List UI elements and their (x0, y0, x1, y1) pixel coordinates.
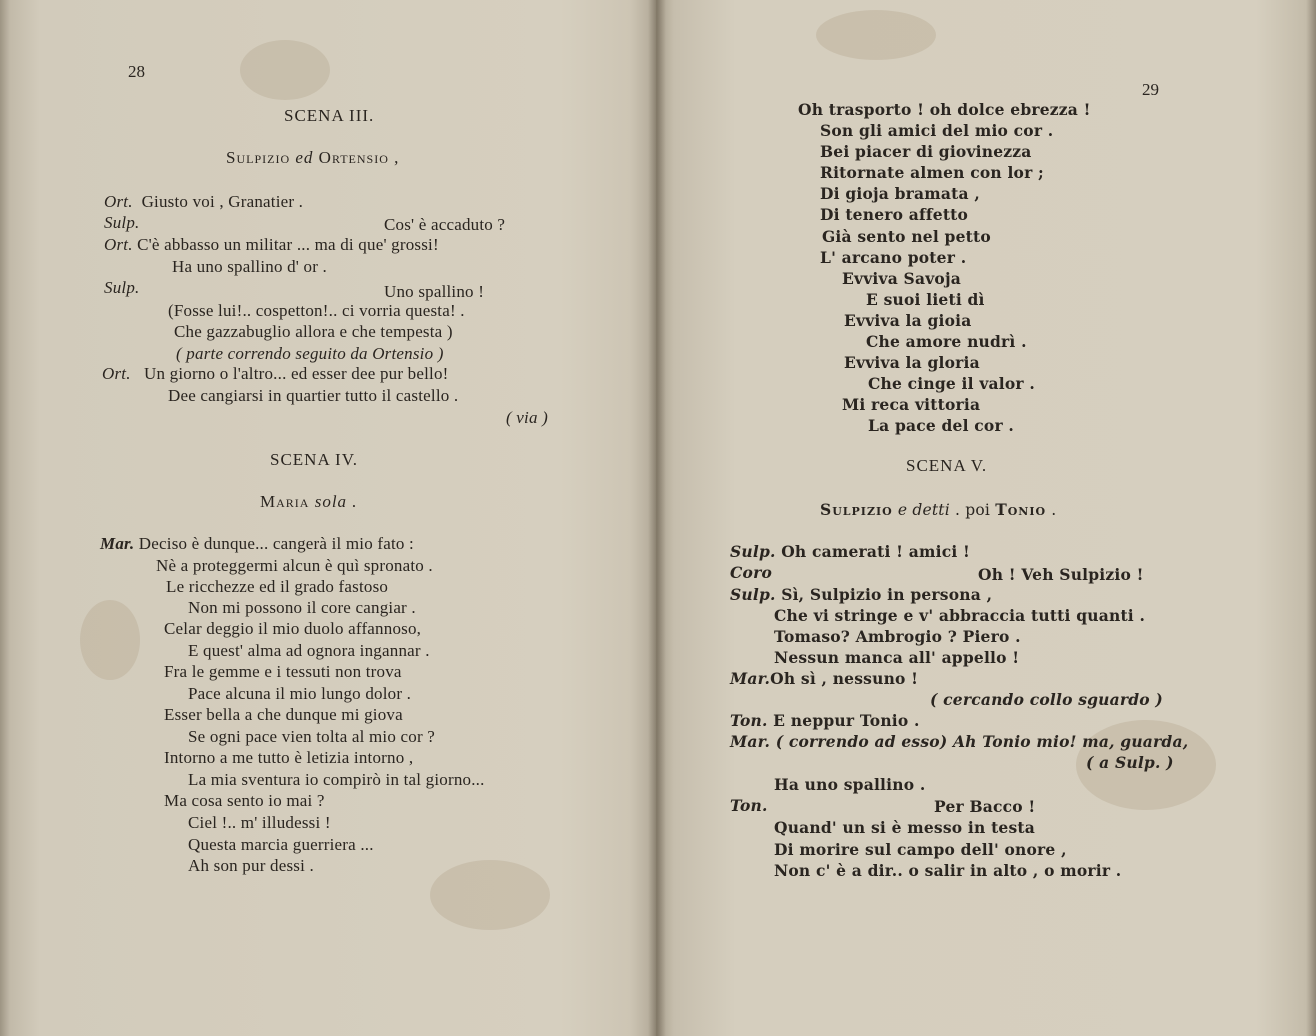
right-page (656, 0, 1316, 1036)
dialogue-text: Che gazzabuglio allora e che tempesta ) (174, 322, 453, 341)
stage-direction: ( cercando collo sguardo ) (930, 690, 1163, 709)
dialogue-text: Ha uno spallino . (774, 775, 926, 794)
dialogue-text: Che vi stringe e v' abbraccia tutti quanti . (774, 606, 1146, 625)
book-gutter (648, 0, 666, 1036)
dialogue-line: Ort. Un giorno o l'altro... ed esser dee pur bello! (102, 364, 449, 383)
dialogue-text: Per Bacco ! (934, 797, 1036, 816)
verse-line: Che amore nudrì . (866, 332, 1027, 351)
verse-line: Fra le gemme e i tessuti non trova (164, 662, 402, 681)
dialogue-text: Oh ! Veh Sulpizio ! (978, 565, 1144, 584)
verse-line: Già sento nel petto (822, 227, 991, 246)
stage-direction: ( a Sulp. ) (1086, 753, 1174, 772)
speaker-label: Sulp. (104, 278, 140, 297)
dialogue-text: Dee cangiarsi in quartier tutto il castello . (168, 386, 459, 405)
page-number: 29 (1142, 80, 1159, 99)
dialogue-text: Quand' un si è messo in testa (774, 818, 1036, 837)
dialogue-text: Ha uno spallino d' or . (172, 257, 327, 276)
verse-line: Mi reca vittoria (842, 395, 981, 414)
speaker-label: Ton. (730, 796, 768, 815)
verse-line: Ciel !.. m' illudessi ! (188, 813, 331, 832)
dialogue-line: Ort. Giusto voi , Granatier . (104, 192, 304, 211)
dialogue-text: Tomaso? Ambrogio ? Piero . (774, 627, 1021, 646)
verse-line: Se ogni pace vien tolta al mio cor ? (188, 727, 436, 746)
scene-title: SCENA III. (284, 106, 375, 125)
dialogue-line: Mar. ( correndo ad esso) Ah Tonio mio! ma, guarda, (730, 732, 1189, 751)
verse-line: Che cinge il valor . (868, 374, 1035, 393)
dialogue-text: Uno spallino ! (384, 282, 485, 301)
scene-cast: Sulpizio e detti . poi Tonio . (820, 500, 1057, 519)
verse-line: Di tenero affetto (820, 205, 969, 224)
verse-line: Oh trasporto ! oh dolce ebrezza ! (798, 100, 1091, 119)
verse-line: Evviva Savoja (842, 269, 961, 288)
verse-line: Esser bella a che dunque mi giova (164, 705, 403, 724)
stage-direction: ( parte correndo seguito da Ortensio ) (176, 344, 444, 363)
verse-line: Pace alcuna il mio lungo dolor . (188, 684, 412, 703)
dialogue-text: Di morire sul campo dell' onore , (774, 840, 1067, 859)
speaker-label: Coro (730, 563, 772, 582)
dialogue-line: Mar. Deciso è dunque... cangerà il mio fato : (100, 534, 414, 553)
verse-line: Bei piacer di giovinezza (820, 142, 1032, 161)
stage-direction: ( via ) (506, 408, 548, 427)
verse-line: Ah son pur dessi . (188, 856, 314, 875)
verse-line: Di gioja bramata , (820, 184, 980, 203)
verse-line: L' arcano poter . (820, 248, 967, 267)
dialogue-text: (Fosse lui!.. cospetton!.. ci vorria questa! . (168, 301, 465, 320)
scene-title: SCENA IV. (270, 450, 359, 469)
verse-line: E quest' alma ad ognora ingannar . (188, 641, 430, 660)
dialogue-line: Ort. C'è abbasso un militar ... ma di que' grossi! (104, 235, 439, 254)
scene-title: SCENA V. (906, 456, 988, 475)
verse-line: Evviva la gloria (844, 353, 980, 372)
dialogue-line: Sulp. Oh camerati ! amici ! (730, 542, 971, 561)
dialogue-line: Ton. E neppur Tonio . (730, 711, 920, 730)
verse-line: Intorno a me tutto è letizia intorno , (164, 748, 414, 767)
verse-line: Celar deggio il mio duolo affannoso, (164, 619, 422, 638)
verse-line: E suoi lieti dì (866, 290, 985, 309)
verse-line: Non mi possono il core cangiar . (188, 598, 416, 617)
scene-cast: Sulpizio ed Ortensio , (226, 148, 400, 167)
left-page (0, 0, 656, 1036)
dialogue-text: Non c' è a dir.. o salir in alto , o morir . (774, 861, 1122, 880)
verse-line: Ma cosa sento io mai ? (164, 791, 325, 810)
dialogue-line: Sulp. Sì, Sulpizio in persona , (730, 585, 993, 604)
verse-line: La pace del cor . (868, 416, 1015, 435)
verse-line: Son gli amici del mio cor . (820, 121, 1054, 140)
speaker-label: Sulp. (104, 213, 140, 232)
dialogue-text: Cos' è accaduto ? (384, 215, 506, 234)
verse-line: La mia sventura io compirò in tal giorno... (188, 770, 485, 789)
page-number: 28 (128, 62, 145, 81)
dialogue-text: Nessun manca all' appello ! (774, 648, 1020, 667)
verse-line: Ritornate almen con lor ; (820, 163, 1044, 182)
verse-line: Evviva la gioia (844, 311, 972, 330)
verse-line: Le ricchezze ed il grado fastoso (166, 577, 389, 596)
verse-line: Nè a proteggermi alcun è quì spronato . (156, 556, 433, 575)
verse-line: Questa marcia guerriera ... (188, 835, 374, 854)
scene-cast: Maria sola . (260, 492, 358, 511)
dialogue-line: Mar.Oh sì , nessuno ! (730, 669, 919, 688)
